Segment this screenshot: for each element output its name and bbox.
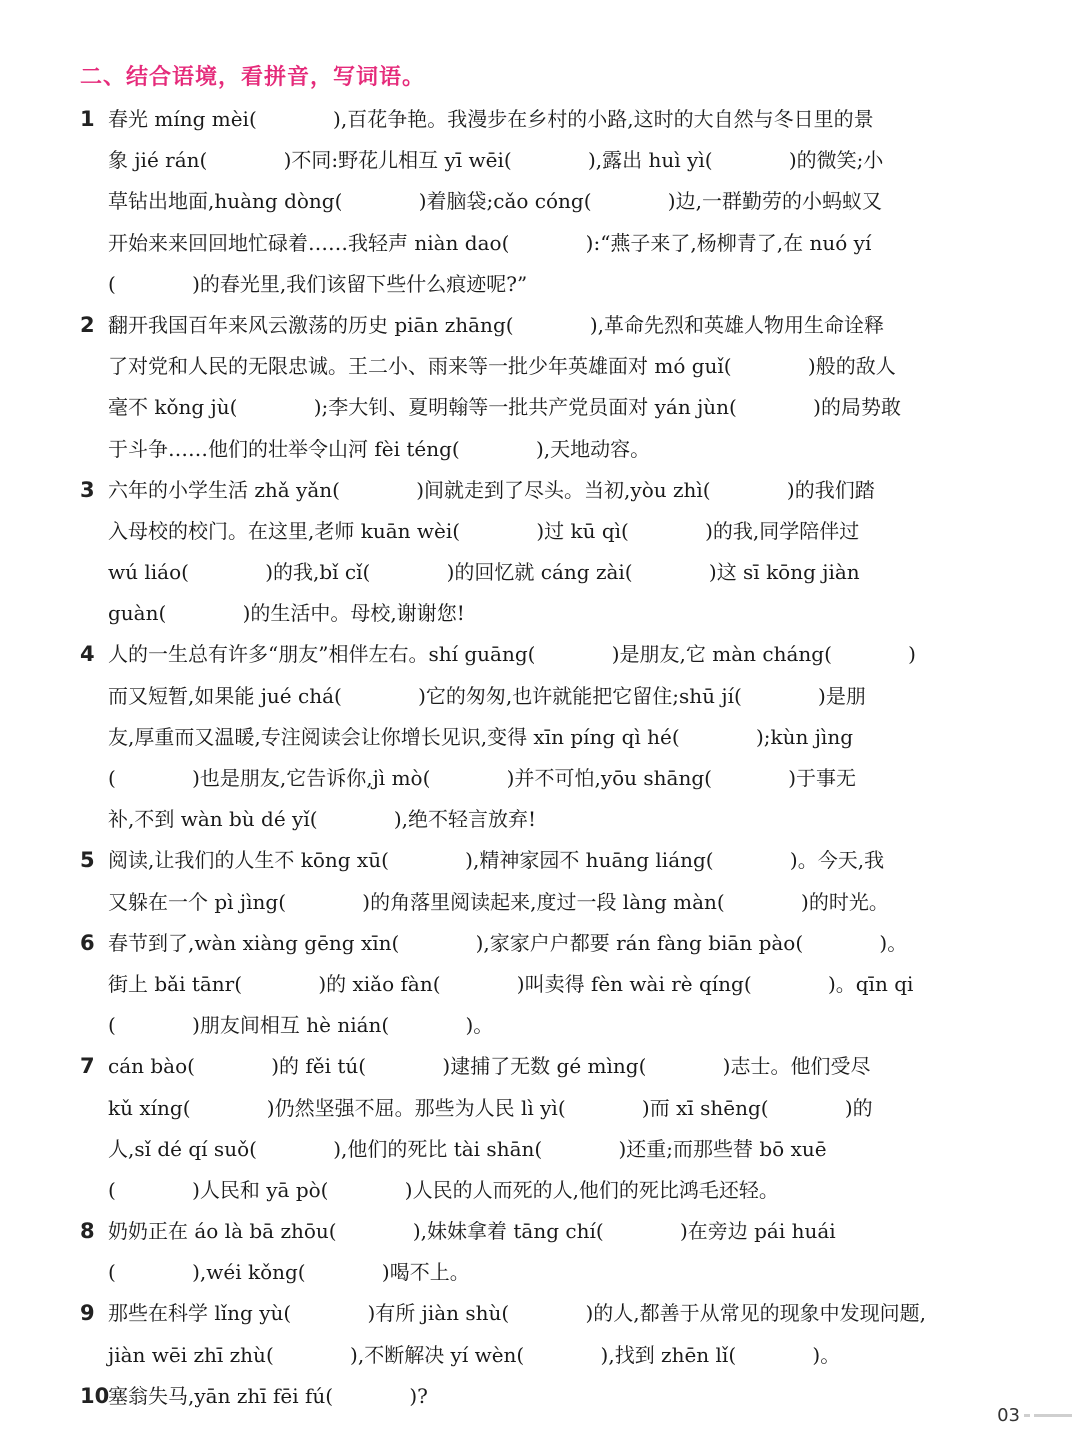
- question-line: [108, 1335, 980, 1376]
- question-text: 人的一生总有许多“朋友”相伴左右。shí guāng( )是朋友,它 màn cháng( ): [108, 642, 916, 667]
- question-line: [108, 387, 980, 428]
- question-line: [108, 964, 980, 1005]
- question-line: [108, 429, 980, 470]
- question-line: [108, 470, 980, 511]
- question-line: [108, 1129, 980, 1170]
- question-line: [108, 1005, 980, 1046]
- page-number-decoration: [1024, 1414, 1072, 1417]
- question-text: 象 jié rán( )不同:野花儿相互 yī wēi( ),露出 huì yì( )的微笑;小: [108, 148, 884, 173]
- question-line: [108, 1211, 980, 1252]
- question-line: [108, 305, 980, 346]
- question-text: guàn( )的生活中。母校,谢谢您!: [108, 601, 465, 626]
- question-text: 草钻出地面,huàng dòng( )着脑袋;cǎo cóng( )边,一群勤劳的小蚂蚁又: [108, 189, 882, 214]
- section-heading: 二、结合语境，看拼音，写词语。: [80, 65, 426, 90]
- question-item: [80, 1211, 980, 1293]
- question-text: ( )也是朋友,它告诉你,jì mò( )并不可怕,yōu shāng( )于事无: [108, 766, 857, 790]
- question-item: [80, 99, 980, 305]
- page-number: 03: [997, 1405, 1020, 1426]
- question-line: [108, 140, 980, 181]
- question-number: 10: [80, 1383, 110, 1408]
- question-item: [80, 1046, 980, 1211]
- question-text: 那些在科学 lǐng yù( )有所 jiàn shù( )的人,都善于从常见的现象中发现问题,: [108, 1301, 927, 1326]
- question-text: ( ),wéi kǒng( )喝不上。: [108, 1260, 470, 1285]
- question-item: [80, 470, 980, 635]
- question-text: cán bào( )的 fěi tú( )逮捕了无数 gé mìng( )志士。他们受尽: [108, 1054, 871, 1079]
- question-line: [108, 799, 980, 840]
- question-line: [108, 223, 980, 264]
- question-text: 补,不到 wàn bù dé yǐ( ),绝不轻言放弃!: [108, 807, 537, 832]
- question-text: jiàn wēi zhī zhù( ),不断解决 yí wèn( ),找到 zhēn lǐ( )。: [108, 1342, 841, 1367]
- question-text: 于斗争……他们的壮举令山河 fèi téng( ),天地动容。: [108, 436, 651, 461]
- question-number: 8: [80, 1219, 95, 1244]
- question-line: [108, 882, 980, 923]
- question-text: kǔ xíng( )仍然坚强不屈。那些为人民 lì yì( )而 xī shēng( )的: [108, 1095, 873, 1120]
- question-text: 翻开我国百年来风云激荡的历史 piān zhāng( ),革命先烈和英雄人物用生命诠释: [108, 312, 884, 337]
- question-line: [108, 264, 980, 305]
- question-line: [108, 1170, 980, 1211]
- question-item: [80, 1376, 980, 1417]
- question-number: 4: [80, 642, 95, 667]
- question-item: [80, 634, 980, 840]
- question-number: 7: [80, 1054, 95, 1079]
- question-line: [108, 181, 980, 222]
- question-line: [108, 1293, 980, 1334]
- question-text: 友,厚重而又温暖,专注阅读会让你增长见识,变得 xīn píng qì hé( );kùn jìng: [108, 724, 854, 749]
- question-list: [80, 99, 980, 1417]
- question-item: [80, 923, 980, 1047]
- question-text: 春节到了,wàn xiàng gēng xīn( ),家家户户都要 rán fàng biān pào( )。: [108, 930, 908, 955]
- question-text: 奶奶正在 áo là bā zhōu( ),妹妹拿着 tāng chí( )在旁边 pái huái: [108, 1219, 836, 1244]
- question-line: [108, 99, 980, 140]
- question-line: [108, 840, 980, 881]
- question-text: 开始来来回回地忙碌着……我轻声 niàn dao( ):“燕子来了,杨柳青了,在 nuó yí: [108, 230, 872, 255]
- question-number: 5: [80, 848, 95, 873]
- question-text: 入母校的校门。在这里,老师 kuān wèi( )过 kū qì( )的我,同学陪伴过: [108, 518, 860, 543]
- question-text: 塞翁失马,yān zhī fēi fú( )?: [108, 1383, 428, 1408]
- question-text: 了对党和人民的无限忠诚。王二小、雨来等一批少年英雄面对 mó guǐ( )般的敌人: [108, 354, 896, 379]
- question-line: [108, 1376, 980, 1417]
- question-line: [108, 552, 980, 593]
- question-text: 而又短暂,如果能 jué chá( )它的匆匆,也许就能把它留住;shū jí( )是朋: [108, 683, 866, 708]
- question-text: ( )的春光里,我们该留下些什么痕迹呢?”: [108, 271, 528, 296]
- question-text: 春光 míng mèi( ),百花争艳。我漫步在乡村的小路,这时的大自然与冬日里的景: [108, 107, 874, 131]
- question-text: 毫不 kǒng jù( );李大钊、夏明翰等一批共产党员面对 yán jùn( )的局势敢: [108, 395, 901, 420]
- question-text: ( )人民和 yā pò( )人民的人而死的人,他们的死比鸿毛还轻。: [108, 1177, 779, 1202]
- question-line: [108, 346, 980, 387]
- question-line: [108, 717, 980, 758]
- question-line: [108, 511, 980, 552]
- question-item: [80, 305, 980, 470]
- question-line: [108, 676, 980, 717]
- question-line: [108, 758, 980, 799]
- question-number: 3: [80, 477, 95, 502]
- question-text: 又躲在一个 pì jìng( )的角落里阅读起来,度过一段 làng màn( )的时光。: [108, 889, 889, 914]
- question-number: 2: [80, 312, 95, 337]
- question-text: 六年的小学生活 zhǎ yǎn( )间就走到了尽头。当初,yòu zhì( )的我们踏: [108, 477, 875, 502]
- question-text: 阅读,让我们的人生不 kōng xū( ),精神家园不 huāng liáng( )。今天,我: [108, 848, 885, 873]
- question-line: [108, 593, 980, 634]
- question-number: 6: [80, 930, 95, 955]
- question-line: [108, 1046, 980, 1087]
- question-line: [108, 923, 980, 964]
- question-line: [108, 1252, 980, 1293]
- question-number: 1: [80, 107, 95, 131]
- question-line: [108, 634, 980, 675]
- question-text: 人,sǐ dé qí suǒ( ),他们的死比 tài shān( )还重;而那些替 bō xuē: [108, 1136, 827, 1161]
- question-text: wú liáo( )的我,bǐ cǐ( )的回忆就 cáng zài( )这 sī kōng jiàn: [108, 560, 860, 585]
- question-number: 9: [80, 1301, 95, 1326]
- question-text: ( )朋友间相互 hè nián( )。: [108, 1013, 494, 1038]
- question-line: [108, 1088, 980, 1129]
- question-text: 街上 bǎi tānr( )的 xiǎo fàn( )叫卖得 fèn wài rè qíng( )。qīn qi: [108, 971, 914, 996]
- question-item: [80, 840, 980, 922]
- question-item: [80, 1293, 980, 1375]
